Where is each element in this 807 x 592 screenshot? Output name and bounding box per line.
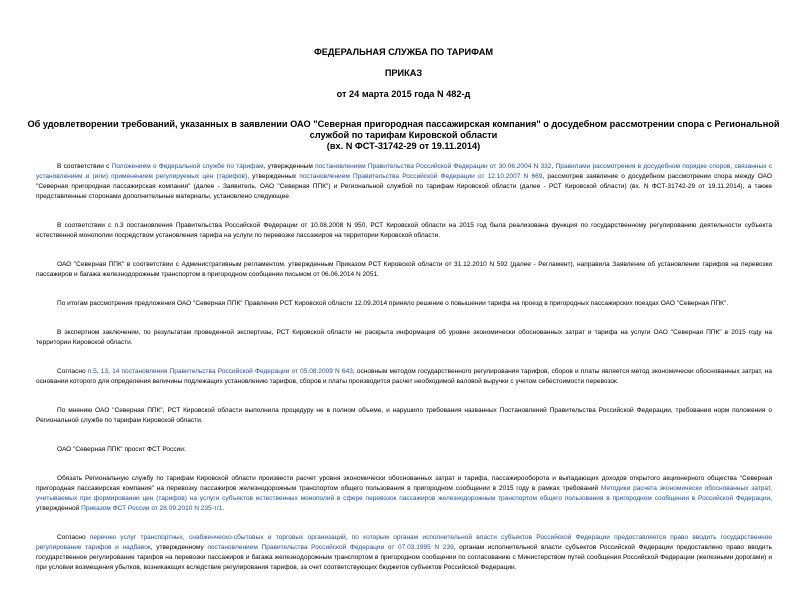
paragraph-6 (36, 367, 772, 387)
text: , утвержденному (150, 544, 208, 551)
text: , (108, 368, 113, 375)
link-resolution-643[interactable]: 14 постановления Правительства Российской Федерации от 05.08.2009 N 643 (112, 368, 353, 375)
text: Согласно (57, 534, 90, 541)
link-resolution-332[interactable]: постановлением Правительства Российской Федерации от 30.06.2004 N 332 (315, 163, 552, 170)
title-line-1: Об удовлетворении требований, указанных в заявлении ОАО "Северная пригородная пассажирская компания" о досудебном рассмотрении спора с Региональной (27, 119, 780, 129)
link-item-5[interactable]: п.5 (87, 368, 97, 375)
link-dispute-rules[interactable]: Правилами рассмотрения в досудебном порядке споров, связанных с установлением и (или) применением регулируемых цен (тарифов) (36, 163, 772, 180)
text: , утвержденным (263, 163, 316, 170)
title-line-2: службой по тарифам Кировской области (309, 130, 498, 140)
paragraph-7: По мнению ОАО "Северная ППК", РСТ Кировской области выполнила процедуру не в полном объеме, и нарушило требования названных Постановлений Правительства Российской Федерации, требования норм положения о Региональной службе по тарифам Кировской области. (36, 407, 772, 424)
text: Согласно (57, 368, 88, 375)
agency-heading: ФЕДЕРАЛЬНАЯ СЛУЖБА ПО ТАРИФАМ (313, 47, 494, 57)
link-order-235[interactable]: Приказом ФСТ России от 28.09.2010 N 235-т/1 (81, 505, 223, 512)
text: , (96, 368, 101, 375)
text: . (222, 505, 225, 512)
text: , основным методом государственного регулирования тарифов, сборов и платы является метод экономически обоснованных затрат, на основании которого для определения величины подлежащих установлению тарифов, сборов и платы производится расчет необходимой валовой выручки с учетом себестоимости перевозок. (36, 368, 772, 385)
paragraph-5: В экспертном заключении, по результатам проведенной экспертизы, РСТ Кировской области не раскрыта информация об уровне экономически обоснованных затрат и тарифа на услуги ОАО "Северная ППК" в 2015 году на территории Кировской области. (36, 329, 772, 346)
text: , утвержденной (36, 495, 772, 512)
link-resolution-239[interactable]: постановлением Правительства Российской Федерации от 07.03.1995 N 239 (207, 544, 454, 551)
text: , утвержденных (247, 173, 300, 180)
link-methodology[interactable]: Методики расчета экономически обоснованных затрат, учитываемых при формировании цен (тарифов) на услуги субъектов естественных монополий в сфере перевозок пассажиров железнодорожным транспортом общего пользования в пригородном сообщении в Российской Федерации (36, 485, 772, 502)
document-body (36, 162, 772, 592)
paragraph-9 (36, 474, 772, 514)
paragraph-1 (36, 162, 772, 202)
paragraph-4: По итогам рассмотрения предложения ОАО "Северная ППК" Правление РСТ Кировской области 12.09.2014 приняло решение о повышении тарифа на проезд в пригородных пассажирских поездах ОАО "Северная ППК". (57, 300, 729, 307)
text: Обязать Региональную службу по тарифам Кировской области произвести расчет уровня экономически обоснованных затрат и тарифа, пассажирооборота и выпадающих доходов открытого акционерного общества "Северная пригородная пассажирская компания" на перевозку пассажиров железнодорожным транспортом общего пользования в пригородном сообщении в 2015 году в рамках требований (36, 475, 772, 492)
link-item-13[interactable]: 13 (100, 368, 109, 375)
paragraph-10 (36, 533, 772, 573)
text: , органам исполнительной власти субъектов Российской Федерации предоставлено право вводить государственное регулирование тарифов на перевозки пассажиров и багажа железнодорожным транспортом в пригородном сообщении по согласованию с Министерством путей сообщения Российской Федерации (железными дорогами) и при условии возмещения убытков, возникающих вследствие регулирования тарифов, за счет соответствующих бюджетов субъектов Российской Федерации. (36, 544, 772, 571)
title-line-3: (вх. N ФСТ-31742-29 от 19.11.2014) (326, 141, 481, 151)
doc-type-heading: ПРИКАЗ (384, 68, 423, 78)
paragraph-2: В соответствии с п.3 постановления Правительства Российской Федерации от 10.08.2008 N 950, РСТ Кировской области на 2015 год была реализована функция по государственному регулированию деятельности субъекта естественной монополии посредством установления тарифа на услуги по перевозке пассажиров на территории Кировской области. (36, 222, 772, 239)
text: В соответствии с (57, 163, 112, 170)
text: , рассмотрев заявление о досудебном рассмотрении спора между ОАО "Северная пригородная пассажирская компания" (далее - Заявитель, ОАО "Северная ППК") и Региональной службой по тарифам Кировской области (далее - РСТ Кировской области) (вх. N ФСТ-31742-29 от 19.11.2014), а также представленные сторонами дополнительные материалы, установлено следующее. (36, 173, 772, 200)
paragraph-8: ОАО "Северная ППК" просит ФСТ России: (57, 446, 186, 453)
link-fst-regulation[interactable]: Положением о Федеральной службе по тарифам (111, 163, 264, 170)
text: , (551, 163, 556, 170)
paragraph-3: ОАО "Северная ППК" в соответствии с Административным регламентом, утвержденным Приказом РСТ Кировской области от 31.12.2010 N 592 (далее - Регламент), направила Заявление об установлении тарифов на перевозки пассажиров и багажа железнодорожным транспортом в пригородном сообщении письмом от 06.06.2014 N 2051. (36, 261, 772, 278)
date-number-heading: от 24 марта 2015 года N 482-д (336, 89, 471, 99)
link-services-list[interactable]: перечню услуг транспортных, снабженческо-сбытовых и торговых организаций, по которым органам исполнительной власти субъектов Российской Федерации предоставляется право вводить государственное регулирование тарифов и надбавок (36, 534, 772, 551)
link-resolution-669[interactable]: постановлением Правительства Российской Федерации от 12.10.2007 N 669 (299, 173, 543, 180)
